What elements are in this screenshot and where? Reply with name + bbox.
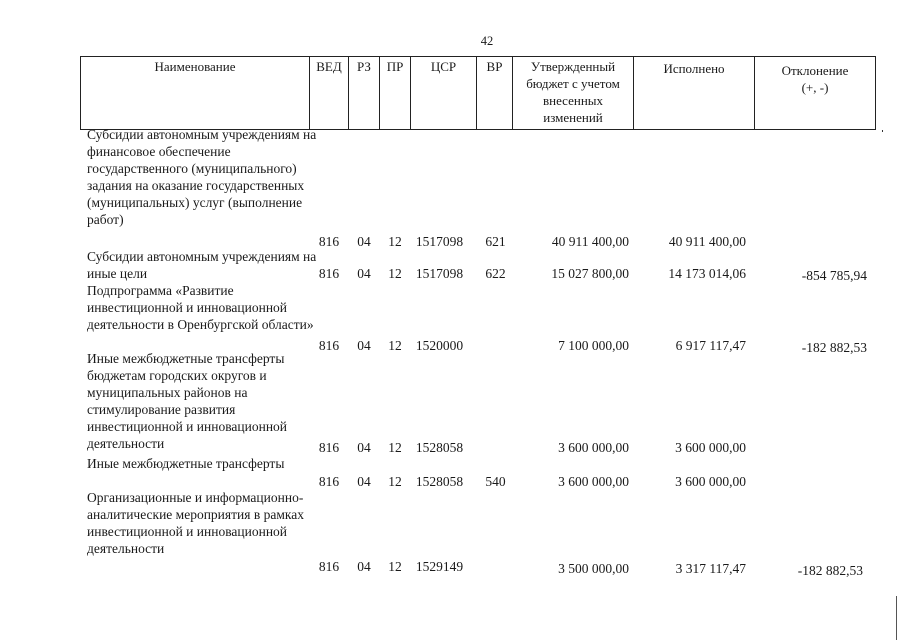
row-csr: 1528058 — [415, 440, 464, 455]
row-ved: 816 — [318, 338, 340, 353]
header-deviation-line: Отклонение — [781, 63, 849, 78]
header-pr: ПР — [386, 59, 404, 74]
row-executed: 3 600 000,00 — [675, 474, 746, 489]
row-csr: 1517098 — [415, 266, 464, 281]
row-vr: 621 — [485, 234, 506, 249]
row-csr: 1528058 — [415, 474, 464, 489]
header-approved — [513, 58, 633, 126]
margin-tick — [882, 130, 883, 132]
row-rz: 04 — [357, 474, 371, 489]
page-number: 42 — [480, 34, 494, 48]
row-pr: 12 — [388, 474, 402, 489]
row-pr: 12 — [388, 266, 402, 281]
header-deviation — [755, 62, 875, 96]
row-vr: 622 — [485, 266, 506, 281]
row-csr: 1517098 — [415, 234, 464, 249]
row-rz: 04 — [357, 234, 371, 249]
header-executed: Исполнено — [663, 61, 725, 76]
header-approved-line: изменений — [543, 110, 603, 125]
row-approved: 15 027 800,00 — [551, 266, 629, 281]
row-name: Субсидии автономным учреждениям на иные цели — [87, 249, 317, 281]
row-ved: 816 — [318, 234, 340, 249]
row-approved: 3 600 000,00 — [558, 440, 629, 455]
row-name: Иные межбюджетные трансферты бюджетам городских округов и муниципальных районов на стимулирование развития инвестиционной и инновационной деятельности — [87, 351, 288, 451]
row-executed: 3 600 000,00 — [675, 440, 746, 455]
row-approved: 3 600 000,00 — [558, 474, 629, 489]
header-rz: РЗ — [357, 59, 371, 74]
header-vr: ВР — [486, 59, 503, 74]
row-deviation: -182 882,53 — [801, 340, 867, 355]
header-name: Наименование — [154, 59, 236, 74]
row-name: Подпрограмма «Развитие инвестиционной и инновационной деятельности в Оренбургской области» — [87, 283, 314, 332]
row-pr: 12 — [388, 440, 402, 455]
row-csr: 1529149 — [415, 559, 464, 574]
header-ved: ВЕД — [316, 59, 342, 74]
row-ved: 816 — [318, 559, 340, 574]
row-executed: 14 173 014,06 — [668, 266, 746, 281]
row-pr: 12 — [388, 338, 402, 353]
header-csr: ЦСР — [430, 59, 457, 74]
row-executed: 3 317 117,47 — [675, 561, 746, 576]
row-rz: 04 — [357, 440, 371, 455]
row-name: Организационные и информационно-аналитические мероприятия в рамках инвестиционной и инновационной деятельности — [87, 490, 304, 556]
row-ved: 816 — [318, 266, 340, 281]
row-rz: 04 — [357, 559, 371, 574]
row-deviation: -182 882,53 — [797, 563, 863, 578]
row-deviation: -854 785,94 — [801, 268, 867, 283]
scan-edge-mark — [896, 596, 897, 640]
row-pr: 12 — [388, 234, 402, 249]
row-csr: 1520000 — [415, 338, 464, 353]
row-executed: 40 911 400,00 — [668, 234, 746, 249]
row-approved: 7 100 000,00 — [558, 338, 629, 353]
row-name: Иные межбюджетные трансферты — [87, 456, 285, 471]
row-pr: 12 — [388, 559, 402, 574]
header-approved-line: Утвержденный — [530, 59, 616, 74]
row-rz: 04 — [357, 266, 371, 281]
row-approved: 40 911 400,00 — [551, 234, 629, 249]
row-vr: 540 — [485, 474, 506, 489]
header-approved-line: внесенных — [542, 93, 604, 108]
row-ved: 816 — [318, 440, 340, 455]
row-ved: 816 — [318, 474, 340, 489]
header-approved-line: бюджет с учетом — [526, 76, 620, 91]
row-executed: 6 917 117,47 — [675, 338, 746, 353]
row-approved: 3 500 000,00 — [558, 561, 629, 576]
header-deviation-line: (+, -) — [801, 80, 829, 95]
row-rz: 04 — [357, 338, 371, 353]
row-name: Субсидии автономным учреждениям на финансовое обеспечение государственного (муниципального) задания на оказание государственных (муниципальных) услуг (выполнение работ) — [87, 127, 317, 227]
